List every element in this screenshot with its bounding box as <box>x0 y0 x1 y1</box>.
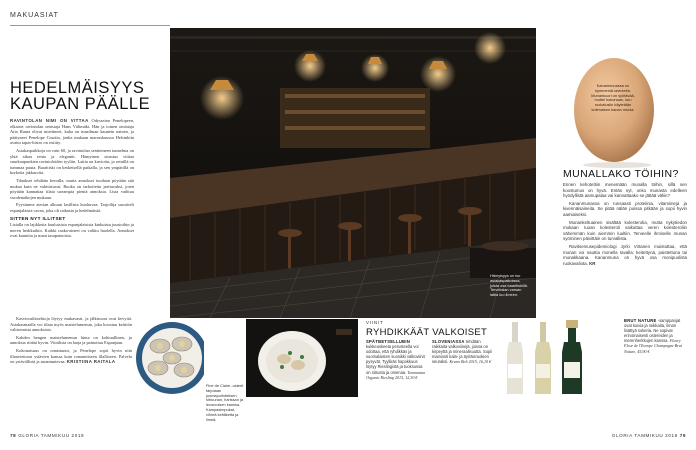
sidebar-paragraph: Munankeltuainen sisältää kolesterolia, mutta nykytiedon mukaan ruoan kolesteroli vaikuttaa veren kolesteroliin vähemmän kuin aiemmin luultiin. Terveelle ihmiselle munan syöminen päivittäin on turvallista. <box>563 219 687 242</box>
wine-section-label: VIINIT <box>366 320 384 325</box>
lead-caps: RAVINTOLAN NIMI ON VITTAA <box>10 118 89 123</box>
body-paragraph: Kasvisvaihtoehtoja löytyy mukavasti, ja jälkiruoat ovat kevyitä. Asiakasmaalla voi tilata myös maistelumenun, joka koostuu keittiön valitsemista annoksista. <box>10 316 132 333</box>
bottle-3 <box>562 320 582 394</box>
bottle-2 <box>535 322 551 394</box>
body-paragraph: Kokonaisuus on onnistunut, ja Penelope sopii hyvin niin illanviettoon ystävien kanssa kuin romanttiseen illalliseen. Palvelu on ystävällistä ja asiantuntevaa. KRISTIINA RAITALA <box>10 347 132 365</box>
section-label: MAKUASIAT <box>10 12 59 19</box>
article-column-2 <box>10 316 132 426</box>
sidebar-paragraph: Ennen kehotettiin menemään munalla töihin, sillä sen koostumus on hyvä. Entäs nyt, onko munasta edelleen hyödyllistä aamupalaa vai kannattaako se jättää väliin? <box>563 182 687 199</box>
byline: KRISTIINA RAITALA <box>66 359 116 365</box>
wine-bottles-photo <box>504 318 616 396</box>
main-photo-caption: Hämyisyys on iso asiakaspaikoissa, joista osa baaritiskillä. Terveksian varsan lattia luo ilmeen. <box>490 273 528 298</box>
headline-line-1: HEDELMÄISYYS <box>10 79 145 97</box>
wine-section-title: RYHDIKKÄÄT VALKOISET <box>366 327 488 338</box>
sidebar-paragraph: Ravitsemusepidemiologi Jyrki Virtanen muistuttaa, että munan voi nauttia monella tavalla: keitettynä, paistettuna tai munakkaana. Kananmuna on hyvä osa monipuolista ruokavaliota. KR <box>563 243 687 266</box>
article-column-1 <box>10 118 134 314</box>
page-number-right: 79 <box>679 433 686 438</box>
oysters-photo <box>134 318 204 396</box>
lead-paragraph <box>10 118 134 146</box>
header-rule <box>10 25 170 26</box>
magazine-issue-left: GLORIA TAMMIKUU 2019 <box>18 433 85 438</box>
body-paragraph: Kahden hengen maistelumenun hinta on kohtuullinen, ja annoksia riittää hyvin. Viinilista on laaja ja painottuu Espanjaan. <box>10 334 132 346</box>
wine-name: BRUT NATURE <box>624 318 657 323</box>
wine-ref: Tasmanian Organic Riesling 2015, 12,30 € <box>366 369 426 380</box>
sidebar-paragraph: Kananmunassa on runsaasti proteiinia, vitamiineja ja kivennäisaineita. Se pitää nälän poissa pitkään ja sopii hyvin aamiaiseksi. <box>563 200 687 217</box>
headline-line-2: KAUPAN PÄÄLLE <box>10 95 151 113</box>
bottle-1 <box>507 322 523 394</box>
headline <box>10 80 170 112</box>
folio-right <box>612 433 686 438</box>
egg-caption: Kananmunassa on kymmeniä ravinteita. Munankuori on syötävää, muttei kokonaan, kun ruokalusiin käytetään kotimaisen kanan munia. <box>591 83 635 112</box>
body-paragraph: Tilaukset tehdään kerralla, mutta annokset tuodaan pöytään sitä mukaa kuin ne valmistuvat. Ruoka on tarkoitettu jaettavaksi, joten pöytään kannattaa tilata useampia pieniä annoksia. Lista vaihtuu vuodenaikojen mukaan. <box>10 177 134 200</box>
wine-name: SLOVENIASSA <box>432 339 465 344</box>
sidebar-title: MUNALLAKO TÖIHIN? <box>563 168 679 180</box>
plate-photo-caption: Fine de Claire -osterit tarjotaan juomapoihdetisen, sitruunan, harissan ja lecorcoisen kanssa. Kampasimpukat, vihreä keittiketta ja limeä. <box>206 383 244 422</box>
wine-name: SPÄTBETSELLUBIN <box>366 339 411 344</box>
wine-item-2 <box>432 339 494 429</box>
restaurant-photo <box>170 28 536 318</box>
sidebar-column <box>563 182 687 316</box>
wine-text: tehdään raikkaita valkoviinejä, joissa on kirpeyttä ja mineraalisuutta. Sopii mainiosti kala- ja äyriäisruokien seuraksi. <box>432 339 493 365</box>
wine-item-3 <box>624 318 688 408</box>
body-paragraph: Listalla on lajikkeita kuuluisista espanjalaisista kinkuista juustoihin ja meren herkkuihin. Kaikki raaka-aineet on valittu huolella. Annokset ovat kauniita ja maut tasapainoisia. <box>10 222 134 239</box>
egg-image-area <box>537 28 687 168</box>
sidebar-author-mark: KR <box>589 260 596 266</box>
magazine-issue-right: GLORIA TAMMIKUU 2019 <box>611 433 678 438</box>
wine-text: -samppanjat ovat kuivia ja raikkaita, ilman lisättyä sokeria. Ne sopivat erinomaisesti ostereiden ja merenherkkujen kanssa. <box>624 318 681 344</box>
lead-text: Odysseian Penelopeen, olkaiset ravintolan omistaja Hans Välimäki. Hän ja toinen omistaja Arto Ranta olivat miettineet, kuka on maailman kaunein nainen, ja päätyneet Penelope Cruziin, jonka mukaan marraskuussa Helsinkiin avattu tapas-bistro on ristitty. <box>10 118 134 146</box>
wine-text: kukkeuskeeta perusteella voi odottaa, että ryhdikkäs ja suomalaisten suosikki valkoviinit pysyvät. Tyylikäs hapokkuus löytyy Rieslingistä ja tuoksussa on sitrusta ja omenaa. <box>366 344 425 375</box>
folio-left <box>10 433 84 438</box>
page-number-left: 78 <box>10 433 17 438</box>
subheading: SITTEN NYT ILLITSET <box>10 215 66 221</box>
wine-ref: Fleury Fleur de l'Europe Champagne Brut Nature, 45,90 € <box>624 338 683 354</box>
wine-ref: Kruno Belt 2015, 16,10 € <box>449 359 492 365</box>
body-paragraph: Asiakaspaikkoja on vain 60, ja ravintolan sentteineen tunnelma on yhtä aikaa rento ja elegantti. Hämyinen sisustus viittaa suurkaupunkien ravintoloiden tyyliin. Lattia on kuvioitu, ja seinillä on tummaa puuta. Baaritiski on keskeisellä paikalla, ja sen ympärillä on korkeita jakkaroita. <box>10 147 134 176</box>
dish-photo <box>246 319 358 397</box>
wine-item-1 <box>366 339 426 429</box>
body-paragraph: Pyysimme aterian alkuun lasillista kuohuvaa. Tarjoilija suositteli espanjalaista cavaa, joka oli raikasta ja hedelmäistä. <box>10 202 134 213</box>
